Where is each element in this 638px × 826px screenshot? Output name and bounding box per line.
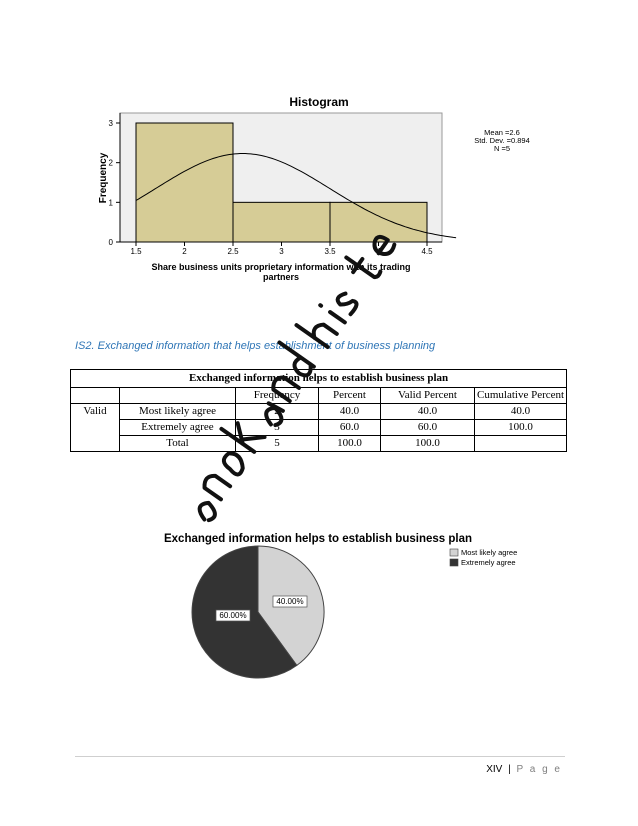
footer-separator: | bbox=[508, 764, 511, 775]
y-tick-label: 3 bbox=[108, 119, 113, 128]
footer-divider bbox=[75, 756, 565, 757]
page-footer bbox=[486, 764, 562, 775]
cell-frequency: 5 bbox=[236, 436, 319, 452]
x-tick-label: 4 bbox=[376, 247, 381, 256]
x-tick-label: 3.5 bbox=[324, 247, 336, 256]
x-tick-label: 1.5 bbox=[130, 247, 142, 256]
cell-valid-percent: 40.0 bbox=[381, 404, 475, 420]
y-tick-label: 0 bbox=[108, 238, 113, 247]
table-row bbox=[71, 436, 567, 452]
cell-percent: 40.0 bbox=[319, 404, 381, 420]
histogram-bar bbox=[330, 202, 427, 242]
pie-slice-label: 60.00% bbox=[219, 611, 247, 620]
table-header-empty bbox=[71, 388, 120, 404]
cell-cumulative bbox=[475, 436, 567, 452]
page-word: P a g e bbox=[516, 764, 562, 775]
x-tick-label: 4.5 bbox=[421, 247, 433, 256]
stats-line: Mean =2.6 bbox=[484, 128, 520, 137]
legend-label: Extremely agree bbox=[461, 558, 516, 567]
histogram-x-label: Share business units proprietary information with its trading partners bbox=[151, 262, 411, 282]
cell-valid-percent: 60.0 bbox=[381, 420, 475, 436]
row-label: Most likely agree bbox=[120, 404, 236, 420]
cell-cumulative: 40.0 bbox=[475, 404, 567, 420]
histogram-y-label: Frequency bbox=[98, 152, 109, 204]
histogram-bar bbox=[136, 123, 233, 242]
histogram-chart bbox=[0, 0, 638, 300]
row-label: Total bbox=[120, 436, 236, 452]
x-tick-label: 2 bbox=[182, 247, 187, 256]
row-label: Extremely agree bbox=[120, 420, 236, 436]
page-number: XIV bbox=[486, 764, 503, 775]
frequency-table bbox=[70, 369, 567, 452]
y-tick-label: 1 bbox=[108, 198, 113, 208]
legend-swatch bbox=[450, 559, 458, 566]
x-tick-label: 3 bbox=[279, 247, 284, 256]
cell-cumulative: 100.0 bbox=[475, 420, 567, 436]
x-tick-label: 2.5 bbox=[227, 247, 239, 256]
legend-swatch bbox=[450, 549, 458, 556]
table-header-empty bbox=[120, 388, 236, 404]
table-row bbox=[71, 420, 567, 436]
cell-frequency: 2 bbox=[236, 404, 319, 420]
table-header-valid-percent: Valid Percent bbox=[381, 388, 475, 404]
cell-percent: 60.0 bbox=[319, 420, 381, 436]
legend-label: Most likely agree bbox=[461, 548, 518, 557]
y-tick-label: 2 bbox=[108, 158, 113, 168]
pie-chart bbox=[0, 520, 638, 720]
pie-title: Exchanged information helps to establish business plan bbox=[163, 533, 473, 545]
cell-valid-percent: 100.0 bbox=[381, 436, 475, 452]
stats-line: N =5 bbox=[493, 144, 511, 153]
cell-percent: 100.0 bbox=[319, 436, 381, 452]
pie-slice-label: 40.00% bbox=[276, 597, 304, 606]
table-row bbox=[71, 404, 567, 420]
stats-line: Std. Dev. =0.894 bbox=[474, 136, 530, 145]
histogram-bar bbox=[233, 202, 330, 242]
section-heading: IS2. Exchanged information that helps establishment of business planning bbox=[75, 340, 436, 352]
histogram-title: Histogram bbox=[289, 95, 349, 109]
table-header-frequency: Frequency bbox=[236, 388, 319, 404]
table-group-label: Valid bbox=[71, 404, 120, 452]
table-header-cumulative-percent: Cumulative Percent bbox=[475, 388, 567, 404]
cell-frequency: 3 bbox=[236, 420, 319, 436]
table-header-percent: Percent bbox=[319, 388, 381, 404]
table-caption: Exchanged information helps to establish business plan bbox=[71, 370, 567, 388]
